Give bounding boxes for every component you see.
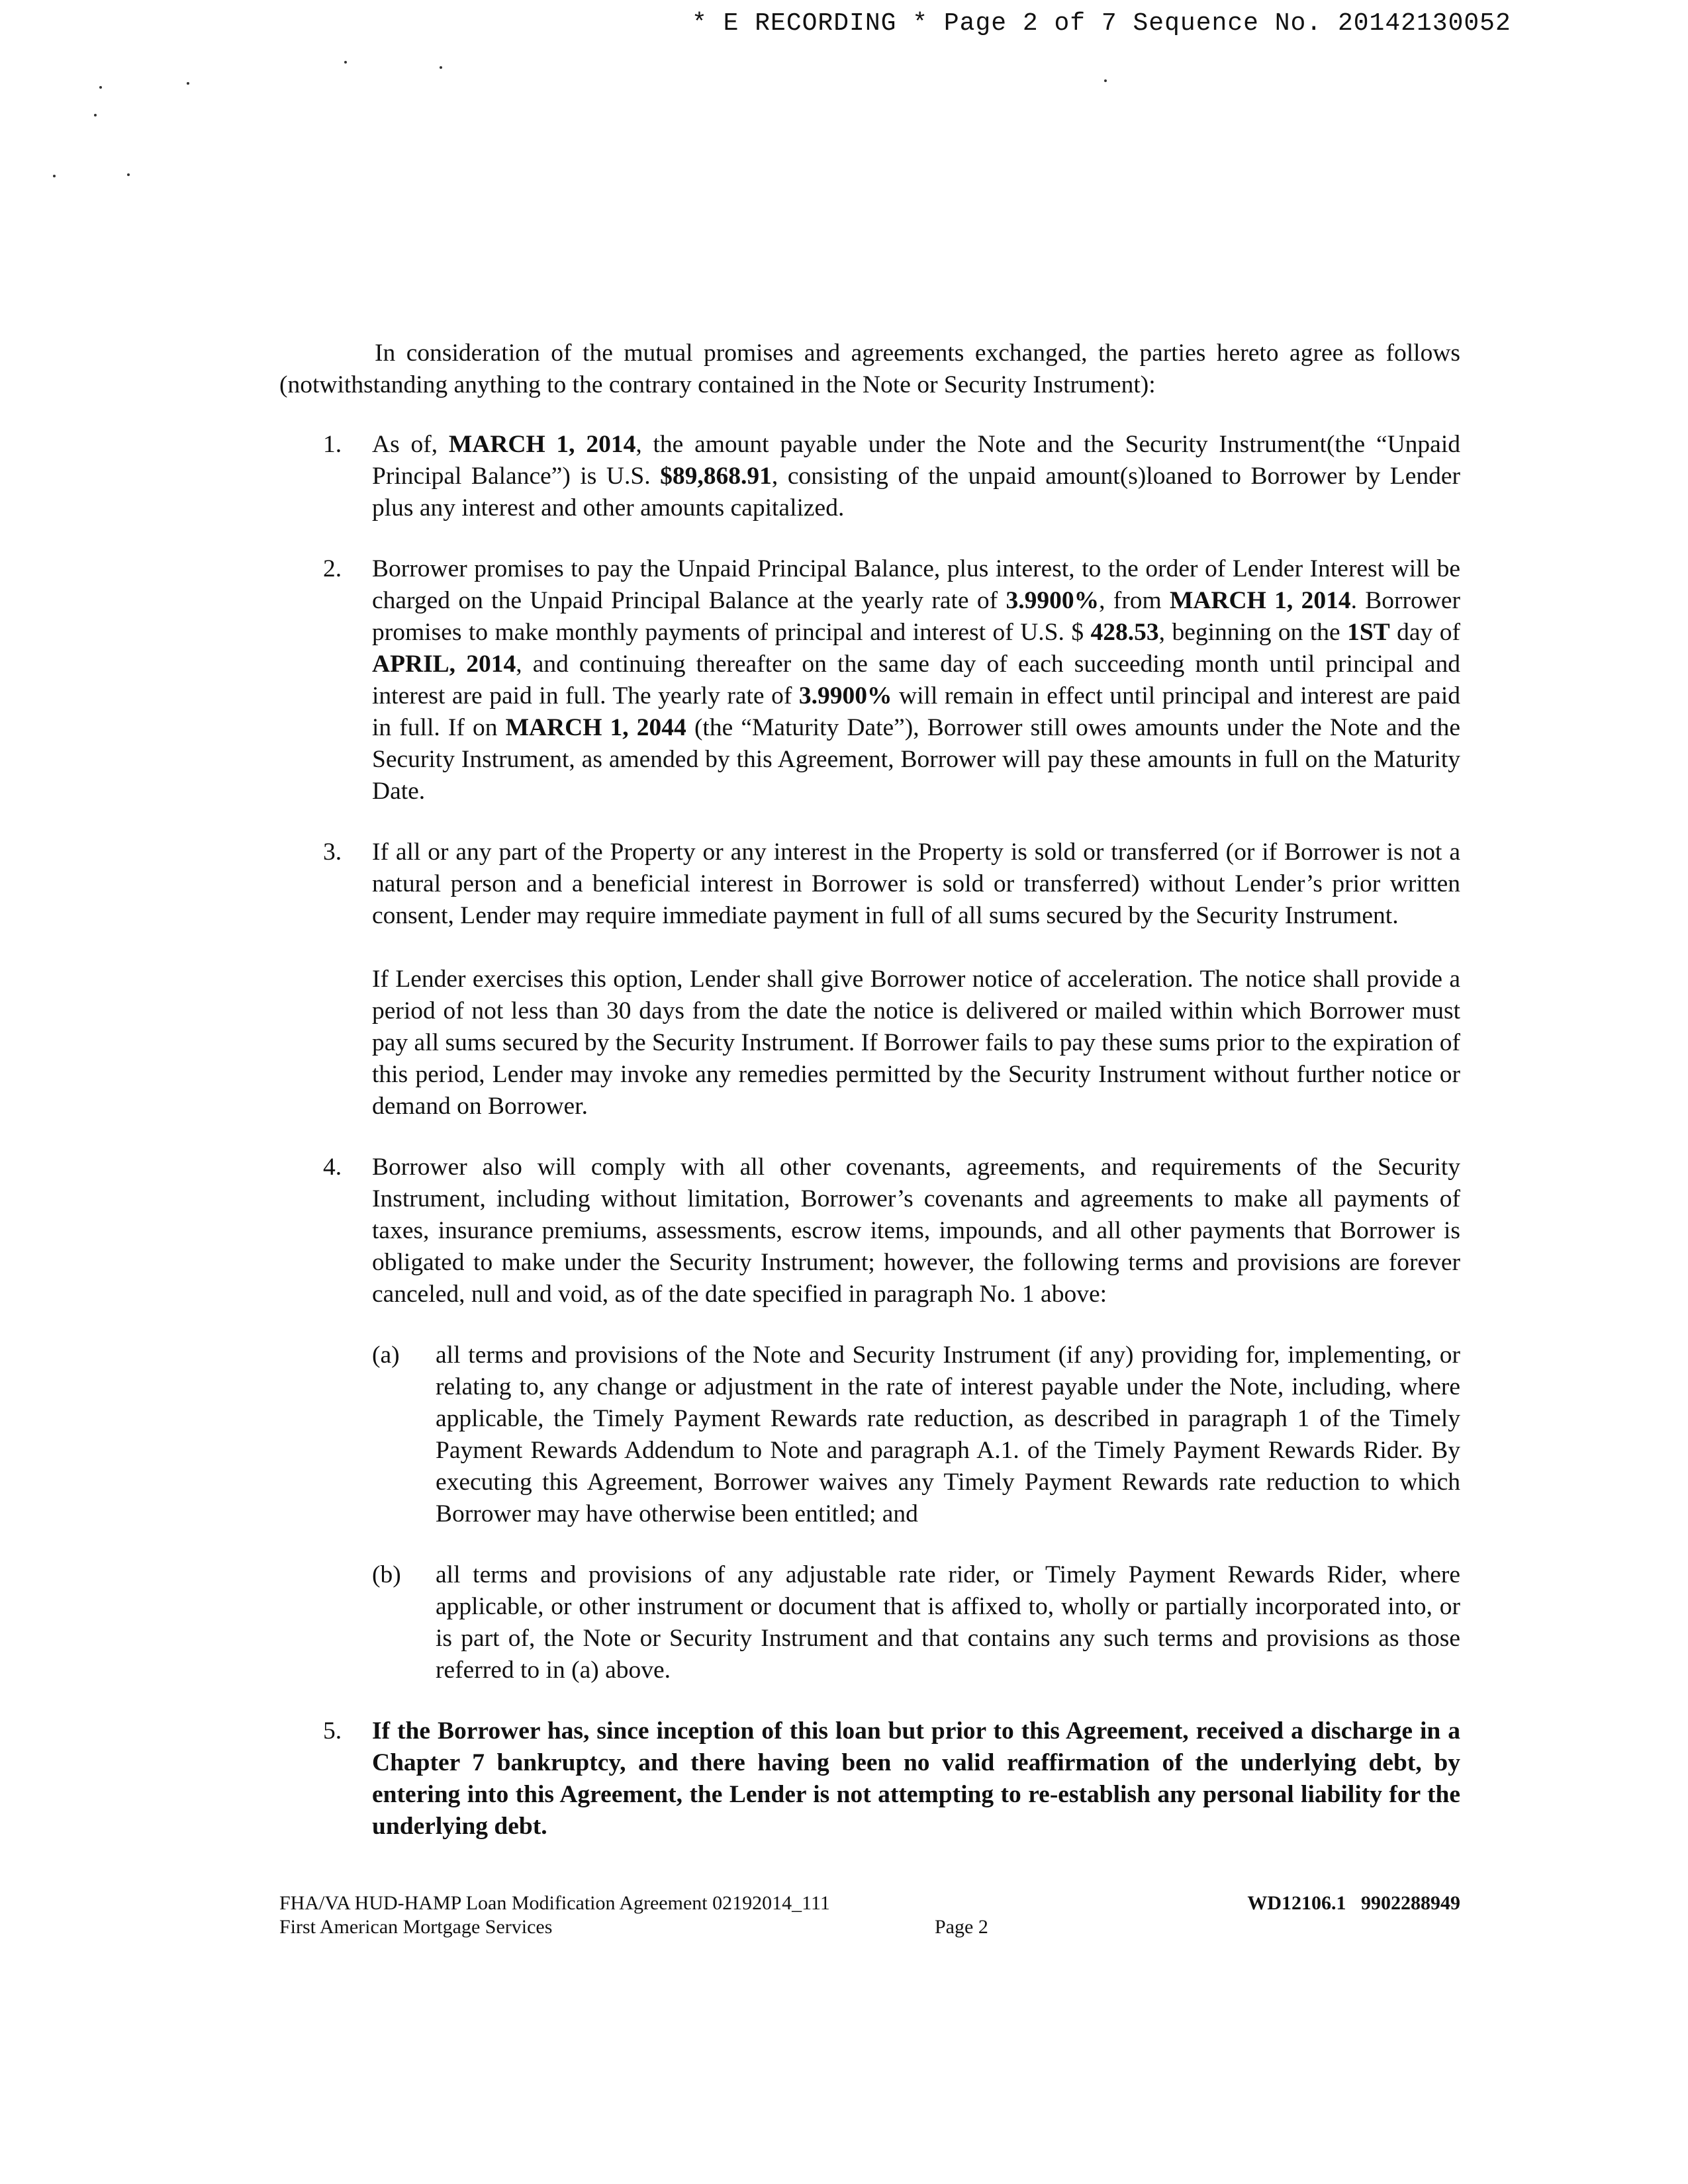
scan-speck bbox=[344, 61, 347, 64]
item-3-text: If all or any part of the Property or any interest in the Property is sold or transferred (or if Borrower is not a natural person and a beneficial interest in Borrower is sold or transferred) without Lender’s prior written consent, Lender may require immediate payment in full of all sums secured by the Security Instrument. bbox=[372, 839, 1460, 929]
scan-speck bbox=[187, 82, 189, 85]
subitem-label: (b) bbox=[372, 1561, 401, 1588]
item-5-text: If the Borrower has, since inception of this loan but prior to this Agreement, received a discharge in a Chapter 7 bankruptcy, and there having been no valid reaffirmation of the underlying debt, by entering into this Agreement, the Lender is not attempting to re-establish any personal liability for the underlying debt. bbox=[372, 1717, 1460, 1840]
item-4-text: Borrower also will comply with all other covenants, agreements, and requirements of the Security Instrument, including without limitation, Borrower’s covenants and agreements to make all payments of taxes, insurance premiums, assessments, escrow items, impounds, and all other payments that Borrower is obligated to make under the Security Instrument; however, the following terms and provisions are forever canceled, null and void, as of the date specified in paragraph No. 1 above: bbox=[372, 1154, 1460, 1308]
subitem-a bbox=[372, 1340, 1460, 1530]
footer-loan-number: 9902288949 bbox=[1361, 1892, 1460, 1914]
item-1-text: As of, MARCH 1, 2014, the amount payable under the Note and the Security Instrument(the “Unpaid Principal Balance”) is U.S. $89,868.91, consisting of the unpaid amount(s)loaned to Borrower by Lender plus any interest and other amounts capitalized. bbox=[372, 431, 1460, 522]
footer-doc-ids bbox=[1247, 1891, 1460, 1915]
item-number: 5. bbox=[323, 1717, 342, 1745]
item-number: 4. bbox=[323, 1154, 342, 1181]
list-item-1 bbox=[279, 429, 1460, 524]
subitem-label: (a) bbox=[372, 1342, 400, 1369]
subitem-a-text: all terms and provisions of the Note and Security Instrument (if any) providing for, implementing, or relating to, any change or adjustment in the rate of interest payable under the Note, including, where applicable, the Timely Payment Rewards rate reduction, as described in paragraph 1 of the Timely Payment Rewards Addendum to Note and paragraph A.1. of the Timely Payment Rewards Rider. By executing this Agreement, Borrower waives any Timely Payment Rewards rate reduction to which Borrower may have otherwise been entitled; and bbox=[436, 1342, 1460, 1527]
item-number: 3. bbox=[323, 839, 342, 866]
scan-speck bbox=[440, 66, 442, 69]
scan-speck bbox=[53, 175, 56, 177]
subitem-b-text: all terms and provisions of any adjustable rate rider, or Timely Payment Rewards Rider, where applicable, or other instrument or document that is affixed to, wholly or partially incorporated into, or is part of, the Note or Security Instrument and that contains any such terms and provisions as those referred to in (a) above. bbox=[436, 1561, 1460, 1684]
agreement-body bbox=[279, 338, 1460, 1872]
footer-page-number: Page 2 bbox=[935, 1916, 988, 1938]
list-item-4 bbox=[279, 1152, 1460, 1686]
scan-speck bbox=[1104, 79, 1107, 82]
item-2-text: Borrower promises to pay the Unpaid Principal Balance, plus interest, to the order of Lender Interest will be charged on the Unpaid Principal Balance at the yearly rate of 3.9900%, from MARCH 1, 2014. Borrower promises to make monthly payments of principal and interest of U.S. $ 428.53, beginning on the 1ST day of APRIL, 2014, and continuing thereafter on the same day of each succeeding month until principal and interest are paid in full. The yearly rate of 3.9900% will remain in effect until principal and interest are paid in full. If on MARCH 1, 2044 (the “Maturity Date”), Borrower still owes amounts under the Note and the Security Instrument, as amended by this Agreement, Borrower will pay these amounts in full on the Maturity Date. bbox=[372, 555, 1460, 805]
list-item-2 bbox=[279, 553, 1460, 807]
footer-company: First American Mortgage Services bbox=[279, 1916, 553, 1938]
scan-speck bbox=[99, 86, 102, 89]
item-number: 1. bbox=[323, 431, 342, 458]
item-number: 2. bbox=[323, 555, 342, 582]
footer-doc-code: WD12106.1 bbox=[1247, 1892, 1346, 1914]
scan-speck bbox=[94, 114, 97, 116]
subitem-b bbox=[372, 1559, 1460, 1686]
footer-left bbox=[279, 1891, 830, 1939]
footer-form-name: FHA/VA HUD-HAMP Loan Modification Agreement 02192014_111 bbox=[279, 1892, 830, 1914]
list-item-3 bbox=[279, 837, 1460, 1122]
item-3-acceleration-text: If Lender exercises this option, Lender shall give Borrower notice of acceleration. The notice shall provide a period of not less than 30 days from the date the notice is delivered or mailed within which Borrower must pay all sums secured by the Security Instrument. If Borrower fails to pay these sums prior to the expiration of this period, Lender may invoke any remedies permitted by the Security Instrument without further notice or demand on Borrower. bbox=[372, 966, 1460, 1120]
intro-paragraph: In consideration of the mutual promises and agreements exchanged, the parties hereto agree as follows (notwithstanding anything to the contrary contained in the Note or Security Instrument): bbox=[279, 340, 1460, 398]
list-item-5 bbox=[279, 1715, 1460, 1843]
recording-header: * E RECORDING * Page 2 of 7 Sequence No. 20142130052 bbox=[692, 9, 1511, 38]
scan-speck bbox=[127, 173, 130, 176]
